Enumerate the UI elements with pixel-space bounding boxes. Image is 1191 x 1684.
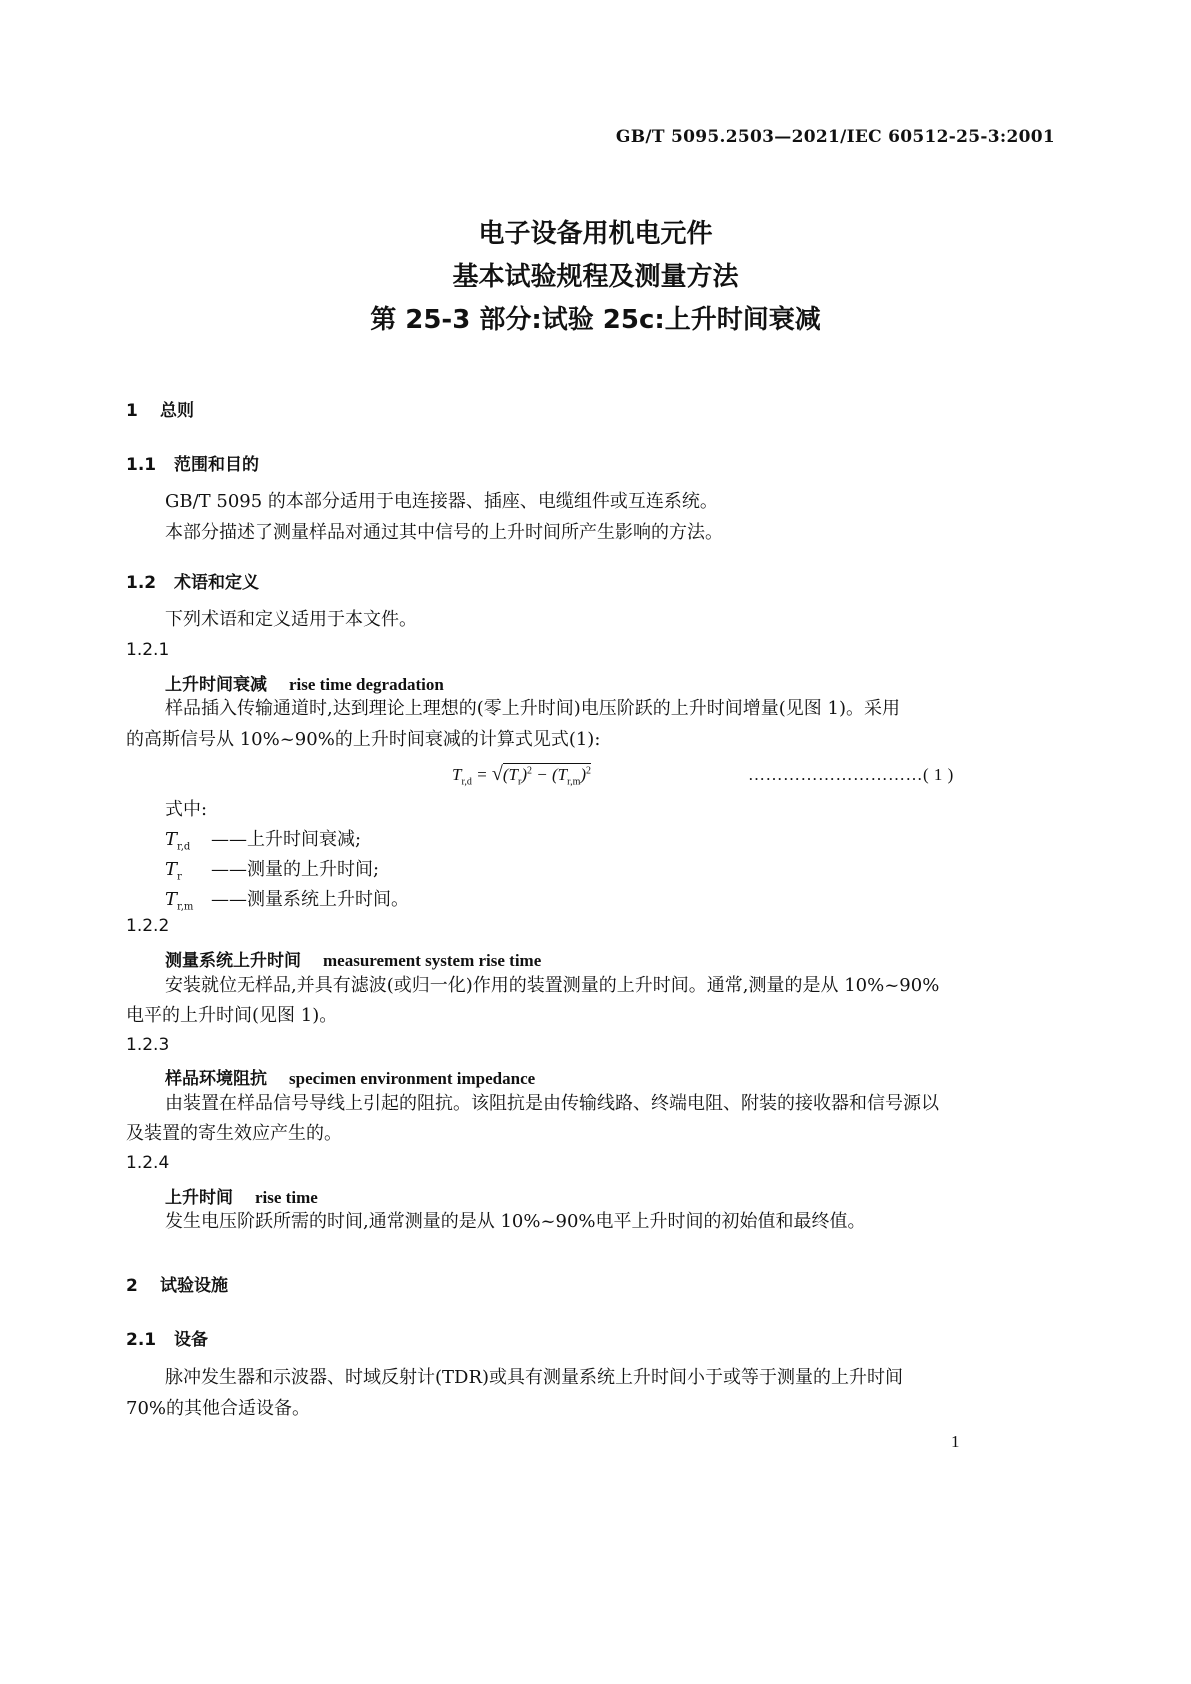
section-heading-1-2: [126, 568, 259, 593]
section-number: 1.1: [126, 455, 157, 475]
term-chinese: 样品环境阻抗: [165, 1069, 267, 1089]
term-chinese: 上升时间衰减: [165, 675, 267, 695]
doc-title-line-2: 基本试验规程及测量方法: [452, 262, 739, 292]
term-english: specimen environment impedance: [289, 1069, 536, 1088]
standard-code: GB/T 5095.2503—2021/IEC 60512-25-3:2001: [615, 127, 1055, 147]
term-rise-time: [165, 1183, 318, 1208]
paragraph: 脉冲发生器和示波器、时域反射计(TDR)或具有测量系统上升时间小于或等于测量的上升时间: [165, 1367, 904, 1388]
term-english: measurement system rise time: [323, 951, 542, 970]
formula-1: $T_{r,d} = √(T_r)^2 - (T_{r,m})^2$: [452, 763, 592, 788]
term-chinese: 测量系统上升时间: [165, 951, 301, 971]
section-number: 2: [126, 1276, 138, 1296]
paragraph: 电平的上升时间(见图 1)。: [126, 1005, 338, 1026]
doc-title-line-3: 第 25-3 部分:试验 25c:上升时间衰减: [370, 305, 821, 335]
section-number: 2.1: [126, 1330, 157, 1350]
symbol-definition: $T_{r,d}$ ——上升时间衰减;: [165, 829, 362, 853]
paragraph: 本部分描述了测量样品对通过其中信号的上升时间所产生影响的方法。: [165, 522, 723, 543]
paragraph: 样品插入传输通道时,达到理论上理想的(零上升时间)电压阶跃的上升时间增量(见图 1)。采用: [165, 698, 900, 719]
paragraph: 70%的其他合适设备。: [126, 1398, 311, 1419]
paragraph: GB/T 5095 的本部分适用于电连接器、插座、电缆组件或互连系统。: [165, 491, 718, 512]
section-heading-1-1: [126, 450, 259, 475]
term-english: rise time degradation: [289, 675, 444, 694]
symbol-definition: $T_{r,m}$ ——测量系统上升时间。: [165, 889, 409, 913]
clause-number-1-2-3: 1.2.3: [126, 1035, 170, 1055]
paragraph: 下列术语和定义适用于本文件。: [165, 609, 417, 630]
paragraph: 安装就位无样品,并具有滤波(或归一化)作用的装置测量的上升时间。通常,测量的是从 10%~90%: [165, 975, 940, 996]
term-measurement-system-rise-time: [165, 946, 541, 971]
where-label: 式中:: [165, 799, 208, 820]
section-number: 1: [126, 401, 138, 421]
section-title: 范围和目的: [174, 455, 259, 475]
term-rise-time-degradation: [165, 670, 444, 695]
term-specimen-environment-impedance: [165, 1064, 535, 1089]
section-heading-2: [126, 1271, 228, 1296]
term-english: rise time: [255, 1188, 318, 1207]
term-chinese: 上升时间: [165, 1188, 233, 1208]
section-title: 总则: [160, 401, 194, 421]
paragraph: 的高斯信号从 10%~90%的上升时间衰减的计算式见式(1):: [126, 729, 601, 750]
section-title: 试验设施: [160, 1276, 228, 1296]
section-heading-2-1: [126, 1325, 208, 1350]
paragraph: 及装置的寄生效应产生的。: [126, 1123, 342, 1144]
doc-title-line-1: 电子设备用机电元件: [478, 219, 713, 249]
section-title: 术语和定义: [174, 573, 259, 593]
section-number: 1.2: [126, 573, 157, 593]
section-heading-1: [126, 396, 194, 421]
page-number: 1: [951, 1432, 960, 1451]
section-title: 设备: [174, 1330, 208, 1350]
clause-number-1-2-1: 1.2.1: [126, 640, 170, 660]
paragraph: 发生电压阶跃所需的时间,通常测量的是从 10%~90%电平上升时间的初始值和最终值。: [165, 1211, 866, 1232]
clause-number-1-2-4: 1.2.4: [126, 1153, 170, 1173]
symbol-definition: $T_r$ ——测量的上升时间;: [165, 859, 380, 883]
clause-number-1-2-2: 1.2.2: [126, 916, 170, 936]
equation-number: …………………………( 1 ): [748, 765, 954, 784]
sqrt-symbol: √: [491, 763, 503, 785]
paragraph: 由装置在样品信号导线上引起的阻抗。该阻抗是由传输线路、终端电阻、附装的接收器和信号源以: [165, 1093, 939, 1114]
